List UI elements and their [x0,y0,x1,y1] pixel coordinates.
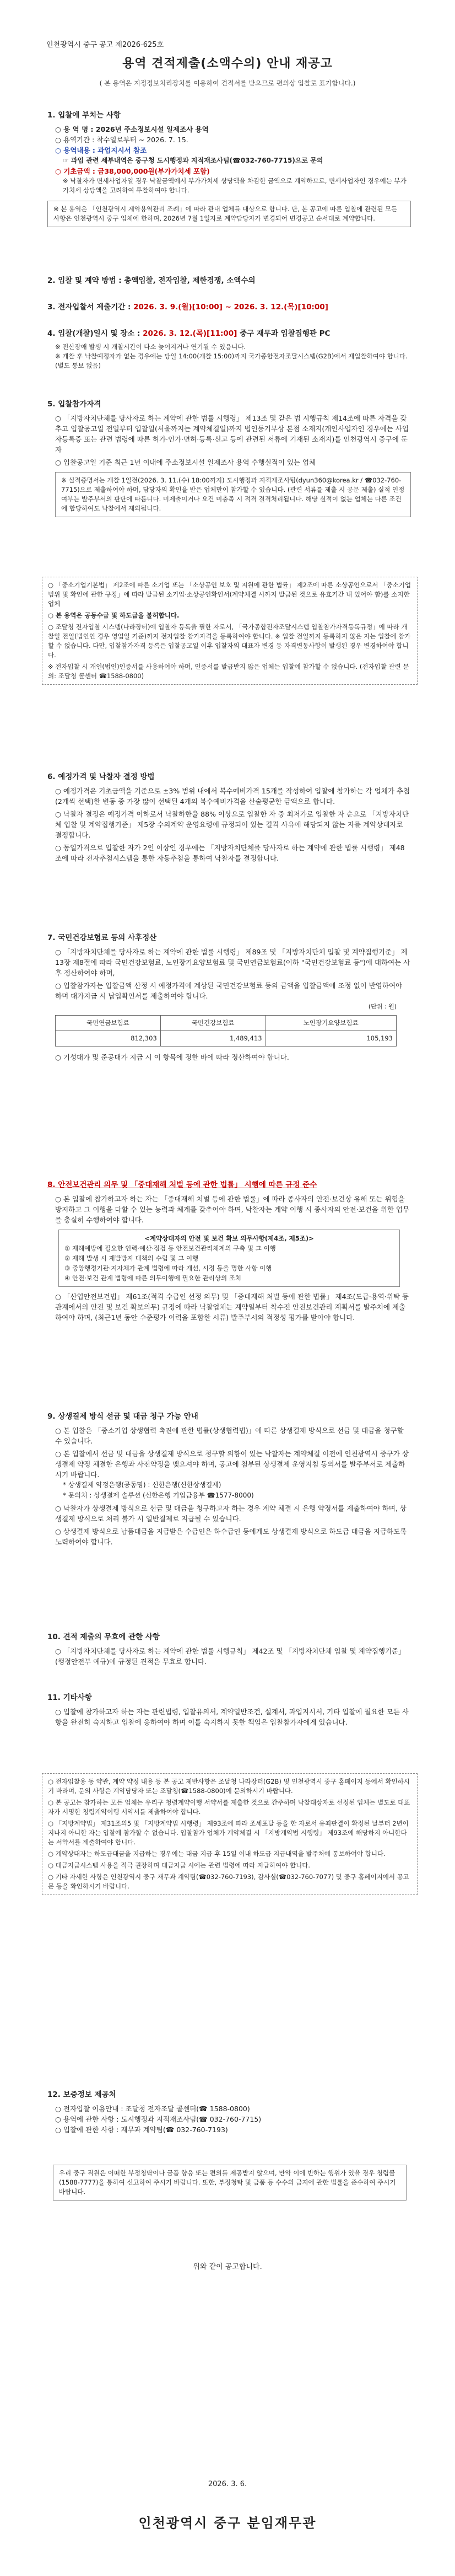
section-10-heading: 10. 견적 제출의 무효에 관한 사항 [47,1633,160,1641]
s5-dashed-1: ○ 「중소기업기본법」 제2조에 따른 소기업 또는 「소상공인 보호 및 지원에 관한 법률」 제2조에 따른 소상공인으로서 「중소기업 범위 및 확인에 관한 규정」에 따라 발급된 소기업·소상공인확인서(계약체결 시까지 발급된 것으로 유효기간 내 있어야 함)를 소지한 업체 [48,581,411,608]
s1-item-contact: ☞ 과업 관련 세부내역은 중구청 도시행정과 지적재조사팀(☎032-760-7715)으로 문의 [63,157,323,164]
page-subtitle: ( 본 용역은 지정정보처리장치를 이용하여 견적서를 받으므로 편의상 입찰로 표기합니다.) [99,79,356,87]
s5-performance-box: ※ 실적증명서는 개찰 1일전(2026. 3. 11.(수) 18:00까지) 도시행정과 지적재조사팀(dyun360@korea.kr / ☎032-760-7715)으로 제출하여야 하며, 담당자의 확인을 받은 업체만이 참가할 수 있습니다. (관련 서류를 제출 시 공문 제출) 실적 인정 여부는 발주부서의 판단에 따릅니다. 미제출이거나 요건 미충족 시 적격 결격처리됩니다. 해당 실적이 없는 업체는 다른 조건에 합당하여도 낙찰에서 제외됩니다. [55,472,411,517]
s9-item-1: ○ 본 입찰은 「중소기업 상생협력 촉진에 관한 법률(상생협력법)」에 따른 상생결제 방식으로 선금 및 대금을 청구할 수 있습니다. [55,1426,404,1445]
section-6-heading: 6. 예정가격 및 낙찰자 결정 방법 [47,772,155,781]
s11-item-1: ○ 입찰에 참가하고자 하는 자는 관련법령, 입찰유의서, 계약일반조건, 설계서, 과업지시서, 기타 입찰에 필요한 모든 사항을 완전히 숙지하고 입찰에 응하여야 하며 이를 숙지하지 못한 책임은 입찰참가자에게 있습니다. [55,1708,409,1726]
s5-dashed-box [42,577,418,685]
s6-item-2: ○ 낙찰자 결정은 예정가격 이하로서 낙찰하한율 88% 이상으로 입찰한 자 중 최저가로 입찰한 자 순으로 「지방자치단체 입찰 및 계약집행기준」 제5장 수의계약 운영요령에 규정되어 있는 결격 사유에 해당되지 않는 자를 계약상대자로 결정합니다. [55,810,409,839]
s9-item-2: ○ 본 입찰에서 선금 및 대금을 상생결제 방식으로 청구할 의향이 있는 낙찰자는 계약체결 이전에 인천광역시 중구가 상생결제 약정 체결한 은행과 사전약정을 맺으셔야 하며, 공고에 첨부된 상생결제 운영지침 동의서를 발주부서로 제출하시기 바랍니다. [55,1450,409,1479]
table-header-row [56,1016,397,1031]
s11-dashed-2: ○ 본 공고는 참가하는 모든 업체는 우리구 청렴계약이행 서약서를 제출한 것으로 간주하며 낙찰대상자로 선정된 업체는 별도로 대표자가 서명한 청렴계약이행 서약서를 제출하여야 합니다. [48,1799,410,1816]
s8-box-line: ③ 중앙행정기관·지자체가 관계 법령에 따라 개선, 시정 등을 명한 사항 이행 [64,1264,272,1272]
section-12-heading: 12. 보증정보 제공처 [47,2090,116,2099]
s1-item-period: ○ 용역기간 : 착수일로부터 ∼ 2026. 7. 15. [55,136,188,144]
section-1-heading: 1. 입찰에 부치는 사항 [47,111,121,120]
s6-item-1: ○ 예정가격은 기초금액을 기준으로 ±3% 범위 내에서 복수예비가격 15개를 작성하여 입찰에 참가하는 각 업체가 추첨(2개씩 선택)한 변동 중 가장 많이 선택된 4개의 복수예비가격을 산술평균한 금액으로 합니다. [55,787,410,806]
s1-notice-box: ※ 본 용역은 「인천광역시 계약용역관리 조례」에 따라 관내 업체를 대상으로 합니다. 단, 본 공고에 따른 입찰에 관련된 모든 사항은 인천광역시 중구 업체에 한하며, 2026년 7월 1일자로 계약담당자가 변경되어 변경공고 순서대로 계약합니다. [47,201,411,227]
s8-item-1: ○ 본 입찰에 참가하고자 하는 자는 「중대재해 처벌 등에 관한 법률」에 따라 종사자의 안전·보건상 유해 또는 위험을 방지하고 그 이행을 다할 수 있는 능력과 체계를 갖추어야 하며, 낙찰자는 계약 이행 시 종사자의 안전·보건을 위한 업무를 충실히 수행하여야 합니다. [55,1195,410,1224]
s9-item-4: * 문의처 : 상생결제 솔루션 (신한은행 기업금융부 ☎1577-8000) [63,1491,254,1499]
integrity-box: 우리 중구 직원은 어떠한 부정청탁이나 금품 향응 또는 편의를 제공받지 않으며, 만약 이에 반하는 행위가 있을 경우 청렴콜(1588-7777)을 통하여 신고하여 주시기 바랍니다. 또한, 부정청탁 및 금품 등 수수의 금지에 관한 법률을 준수하여 주시기 바랍니다. [53,2165,407,2201]
s12-item-3: ○ 입찰에 관한 사항 : 재무과 계약팀(☎ 032-760-7193) [55,2126,228,2134]
section-10 [47,1632,411,1667]
s5-para-1: ○ 「지방자치단체를 당사자로 하는 계약에 관한 법률 시행령」 제13조 및 같은 법 시행규칙 제14조에 따른 자격을 갖추고 입찰공고일 전일부터 입찰일(서울까지는 계약체결일)까지 법인등기부상 본점 소재지(개인사업자인 경우에는 사업자등록증 또는 관련 법령에 따른 허가·인가·면허·등록·신고 등에 관련된 서류에 기재된 소재지)를 인천광역시 중구에 둔 자 [55,414,409,454]
s7-unit-label: (단위 : 원) [368,1003,397,1010]
s5-dashed-4: ※ 전자입찰 시 개인(법인)인증서를 사용하여야 하며, 인증서를 발급받지 않은 업체는 입찰에 참가할 수 없습니다. (전자입찰 관련 문의: 조달청 콜센터 ☎1588-0800) [48,663,409,680]
section-5-heading: 5. 입찰참가자격 [47,400,101,409]
section-11 [47,1693,411,1727]
s11-dashed-4: ○ 계약상대자는 하도급대금을 지급하는 경우에는 대금 지급 후 15일 이내 하도급 지급내역을 발주처에 통보하여야 합니다. [48,1850,386,1858]
section-8 [47,1180,411,1323]
section-2 [47,276,411,289]
section-9 [47,1412,411,1547]
section-2-heading: 2. 입찰 및 계약 방법 : 총액입찰, 전자입찰, 제한경쟁, 소액수의 [47,276,256,285]
s11-dashed-1: ○ 전자입찰용 동 약관, 계약 약정 내용 등 본 공고 제반사항은 조달청 나라장터(G2B) 및 인천광역시 중구 홈페이지 등에서 확인하시기 바라며, 문의 사항은 계약담당자 또는 조달청(☎1588-0800)에 문의하시기 바랍니다. [48,1778,410,1795]
section-9-heading: 9. 상생결제 방식 선금 및 대금 청구 가능 안내 [47,1412,198,1421]
section-4-heading [47,329,411,339]
s9-item-5: ○ 낙찰자가 상생결제 방식으로 선금 및 대금을 청구하고자 하는 경우 계약 체결 시 은행 약정서를 제출하여야 하며, 상생결제 방식으로 처리 불가 시 일반결제로 지급될 수 있습니다. [55,1504,407,1523]
s3-heading-period: 2026. 3. 9.(월)[10:00] ∼ 2026. 3. 12.(목)[10:00] [133,303,328,312]
s12-item-1: ○ 전자입찰 이용안내 : 조달청 전자조달 콜센터(☎ 1588-0800) [55,2105,250,2113]
s4-heading-label: 4. 입찰(개찰)일시 및 장소 : [47,329,143,338]
s7-item-2: ○ 입찰참가자는 입찰금액 산정 시 예정가격에 계상된 국민건강보험료 등의 금액을 입찰금액에 조정 없이 반영하여야 하며 대가지급 시 납입확인서를 제출하여야 합니다. [55,981,403,1000]
section-1 [47,110,411,227]
section-6 [47,772,411,863]
s7-item-1: ○ 「지방자치단체를 당사자로 하는 계약에 관한 법률 시행령」 제89조 및 「지방자치단체 입찰 및 계약집행기준」 제13장 제8절에 따라 국민건강보험료, 노인장기요양보험료 및 국민연금보험료(이하 "국민건강보험료 등")에 대하여는 사후 정산하여야 하며, [55,948,410,977]
s8-heading-text: 8. 안전보건관리 의무 및 「중대재해 처벌 등에 관한 법률」 시행에 따른 규정 준수 [47,1180,317,1189]
s5-dashed-2: ○ 본 용역은 공동수급 및 하도급을 불허합니다. [48,611,180,619]
s10-item-1: ○ 「지방자치단체를 당사자로 하는 계약에 관한 법률 시행규칙」 제42조 및 「지방자치단체 입찰 및 계약집행기준」(행정안전부 예규)에 규정된 견적은 무효로 합니다. [55,1647,405,1666]
s8-box-line: ④ 안전·보건 관계 법령에 따른 의무이행에 필요한 관리상의 조치 [64,1274,241,1282]
table-cell: 1,489,413 [160,1031,266,1046]
s9-item-3: * 상생결제 약정은행(공동명) : 신한은행(신한상생결제) [63,1481,221,1489]
s5-dashed-3: ○ 조달청 전자입찰 시스템(나라장터)에 입찰자 등록을 필한 자로서, 「국가종합전자조달시스템 입찰참가자격등록규정」에 따라 개찰일 전일(법인인 경우 영업일 기준)까지 전자입찰 참가자격을 등록하여야 합니다. ※ 입찰 전일까지 등록하지 않은 자는 입찰에 참가할 수 없습니다. 다만, 입찰참가자격 등록은 입찰공고일 이후 입찰자의 대표자 변경 등 자격변동사항이 발생된 경우 변경하여야 합니다. [48,623,411,659]
s1-item-tax-note: ※ 낙찰자가 면세사업자일 경우 낙찰금액에서 부가가치세 상당액을 차감한 금액으로 계약하므로, 면세사업자인 경우에는 부가가치세 상당액을 고려하여 투찰하여야 합니다. [63,177,407,194]
s5-para-2: ○ 입찰공고일 기준 최근 1년 이내에 주소정보시설 일제조사 용역 수행실적이 있는 업체 [55,458,316,466]
s1-item-content [55,145,411,155]
s9-item-6: ○ 상생결제 방식으로 납품대금을 지급받은 수급인은 하수급인 등에게도 상생결제 방식으로 하도급 대금을 지급하도록 노력하여야 합니다. [55,1527,407,1546]
insurance-table [55,1015,397,1046]
s12-item-2: ○ 용역에 관한 사항 : 도시행정과 지적재조사팀(☎ 032-760-7715) [55,2115,262,2123]
section-3 [47,302,411,316]
section-11-heading: 11. 기타사항 [47,1693,92,1702]
s11-dashed-6: ○ 기타 자세한 사항은 인천광역시 중구 재무과 계약팀(☎032-760-7193), 감사실(☎032-760-7077) 및 중구 홈페이지에서 공고문 등을 확인하시기 바랍니다. [48,1873,409,1890]
s1-item-content-text: ○ 용역내용 : 과업지시서 참조 [55,146,147,154]
s1-item-name: ○ 용 역 명 : 2026년 주소정보시설 일제조사 용역 [55,125,209,133]
s4-note-1: ※ 전산장애 발생 시 개찰시간이 다소 늦어지거나 연기될 수 있음니다. [55,343,246,351]
table-header-cell: 국민연금보험료 [56,1016,161,1031]
s3-heading-label: 3. 전자입찰서 제출기간 : [47,303,134,312]
s7-note: ○ 기성대가 및 준공대가 지급 시 이 항목에 정한 바에 따라 정산하여야 합니다. [55,1053,289,1061]
section-5 [47,399,411,517]
s4-heading-datetime: 2026. 3. 12.(목)[11:00] [143,329,237,338]
section-3-heading [47,302,411,313]
page-title: 용역 견적제출(소액수의) 안내 재공고 [122,57,333,71]
section-12 [47,2090,411,2135]
s8-after: ○ 「산업안전보건법」 제61조(적격 수급인 선정 의무) 및 「중대재해 처벌 등에 관한 법률」 제4조(도급·용역·위탁 등 관계에서의 안전 및 보건 확보의무) 규정에 따라 낙찰업체는 계약일부터 착수전 안전보건관리 계획서를 발주처에 제출하여야 하며, (최근1년 동안 수준평가 이력을 포함한 서류) 발주부서의 적정성 평가를 받아야 합니다. [55,1292,409,1322]
signature: 인천광역시 중구 분임재무관 [138,2515,317,2531]
s6-item-3: ○ 동일가격으로 입찰한 자가 2인 이상인 경우에는 「지방자치단체를 당사자로 하는 계약에 관한 법률 시행령」 제48조에 따라 전자추첨시스템을 통한 자동추첨을 통하여 낙찰자를 결정합니다. [55,844,405,862]
table-cell: 105,193 [266,1031,396,1046]
s8-box-title: <계약상대자의 안전 및 보건 확보 의무사항(제4조, 제5조)> [144,1235,314,1242]
section-4 [47,329,411,371]
notice-number: 인천광역시 중구 공고 제2026-625호 [46,41,164,49]
s11-dashed-3: ○ 「지방계약법」 제31조의5 및 「지방계약법 시행령」 제93조에 따라 조세포탈 등을 한 자로서 유죄판결이 확정된 날부터 2년이 지나지 아니한 자는 입찰에 참가할 수 없습니다. 입찰참가 업체가 계약체결 시 「지방계약법 시행령」 제93조에 해당하지 아니한다는 서약서를 제출하여야 합니다. [48,1820,409,1846]
s4-note-2: ※ 개찰 후 낙찰예정자가 없는 경우에는 당일 14:00(개찰 15:00)까지 국가종합전자조달시스템(G2B)에서 재입찰하여야 합니다. (별도 통보 없음) [55,352,408,369]
table-header-cell: 국민건강보험료 [160,1016,266,1031]
s8-box-line: ② 재해 발생 시 재발방지 대책의 수립 및 그 이행 [64,1254,199,1262]
table-cell: 812,303 [56,1031,161,1046]
s4-heading-place: 중구 재무과 입찰집행관 PC [237,329,331,338]
sign-date: 2026. 3. 6. [208,2480,247,2488]
section-7 [47,933,411,1062]
s1-item-base-price: ○ 기초금액 : 금38,000,000원(부가가치세 포함) [55,167,210,175]
s8-obligation-box [58,1230,400,1287]
closing-text: 위와 같이 공고합니다. [193,2263,262,2271]
s8-box-line: ① 재해예방에 필요한 인력·예산·점검 등 안전보건관리체계의 구축 및 그 이행 [64,1244,276,1252]
section-7-heading: 7. 국민건강보험료 등의 사후정산 [47,933,157,942]
section-8-heading [47,1180,411,1190]
s11-dashed-box [42,1773,418,1895]
table-header-cell: 노인장기요양보험료 [266,1016,396,1031]
table-row [56,1031,397,1046]
s11-dashed-5: ○ 대금지급시스템 사용을 적극 권장하며 대금지급 시에는 관련 법령에 따라 지급하여야 합니다. [48,1861,311,1869]
